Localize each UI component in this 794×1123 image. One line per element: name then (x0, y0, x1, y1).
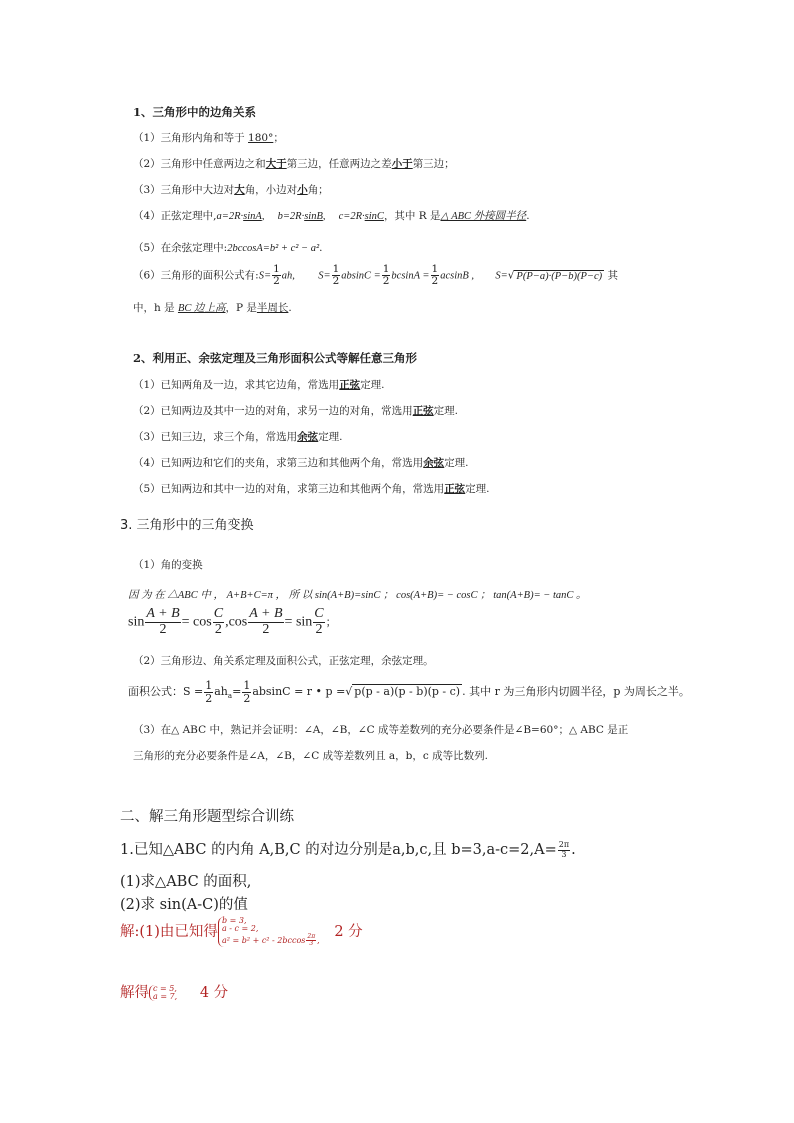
question1-stem: 1.已知△ABC 的内角 A,B,C 的对边分别是a,b,c,且 b=3,a-c=2,A= $\frac{2\pi}{3}$ . (120, 840, 576, 859)
s2-item: （5）已知两边和其中一边的对角，求第三边和其他两个角，常选用正弦定理. (133, 483, 490, 495)
s3-sub2: （2）三角形边、角关系定理及面积公式，正弦定理，余弦定理。 (133, 655, 434, 667)
section2-title: 2、利用正、余弦定理及三角形面积公式等解任意三角形 (133, 351, 417, 365)
s3-sub1: （1）角的变换 (133, 559, 203, 571)
s1-line3: （3）三角形中大边对大角，小边对小角； (133, 184, 329, 196)
s1-line4: （4）正弦定理中,a=2R·sinA, b=2R·sinB, c=2R·sinC，其中 R 是△ ABC 外接圆半径. (133, 210, 530, 222)
s1-line1: （1）三角形内角和等于 180°； (133, 132, 284, 144)
s2-item: （2）已知两边及其中一边的对角，求另一边的对角，常选用正弦定理. (133, 405, 459, 417)
section1-title: 1、三角形中的边角关系 (133, 105, 257, 119)
s2-item: （4）已知两边和它们的夹角，求第三边和其他两个角，常选用余弦定理. (133, 457, 469, 469)
s2-item: （1）已知两角及一边，求其它边角，常选用正弦定理. (133, 379, 385, 391)
s1-line2: （2）三角形中任意两边之和大于第三边，任意两边之差小于第三边； (133, 158, 455, 170)
s2-item: （3）已知三边，求三个角，常选用余弦定理. (133, 431, 343, 443)
s3-p3-line2: 三角形的充分必要条件是∠A，∠B，∠C 成等差数列且 a，b，c 成等比数列. (133, 750, 488, 762)
s3-area-formula: 面积公式：S = $\frac{1}{2}$ $ah_a=$ $\frac{1}{2}$ absinC = r • p =√ p(p - a)(p - b)(p - c) . 其中 r 为三角形内切圆半径，p 为周长之半。 (128, 679, 690, 705)
s1-line5: （5）在余弦定理中:2bccosA=b² + c² − a². (133, 242, 323, 254)
question1-part1: (1)求△ABC 的面积, (120, 874, 252, 890)
question1-part2: (2)求 sin(A-C)的值 (120, 897, 248, 913)
s3-line1: 因 为 在 △ABC 中 ， A+B+C=π ， 所 以 sin(A+B)=sinC ； cos(A+B)= − cosC ； tan(A+B)= − tanC 。 (128, 590, 587, 601)
section3-title: 3. 三角形中的三角变换 (120, 518, 254, 533)
s1-line6: （6）三角形的面积公式有:S= $\frac{1}{2}$ ah, S= $\frac{1}{2}$ absinC = $\frac{1}{2}$ bcsinA = $\frac{1}{2}$ acsinB , S=√ P(P−a)·(P−b)(P−c) 其 (133, 263, 618, 288)
solution-step2: 解得 c = 5, a = 7, 4 分 (120, 983, 229, 1001)
solution-step1: 解:(1)由已知得 b = 3, a - c = 2, a² = b² + c² - 2bccos $\frac{2\pi}{3}$ , 2 分 (120, 916, 363, 948)
s3-formula: sin $\frac{A + B}{2}$ = cos $\frac{C}{2}$ ,cos $\frac{A + B}{2}$ = sin $\frac{C}{2}$ ； (128, 606, 337, 637)
s3-p3-line1: （3）在△ ABC 中，熟记并会证明：∠A，∠B，∠C 成等差数列的充分必要条件是∠B=60°；△ ABC 是正 (133, 724, 629, 736)
part2-title: 二、解三角形题型综合训练 (120, 809, 294, 825)
s1-line7: 中，h 是 BC 边上高，P 是半周长. (133, 302, 292, 314)
